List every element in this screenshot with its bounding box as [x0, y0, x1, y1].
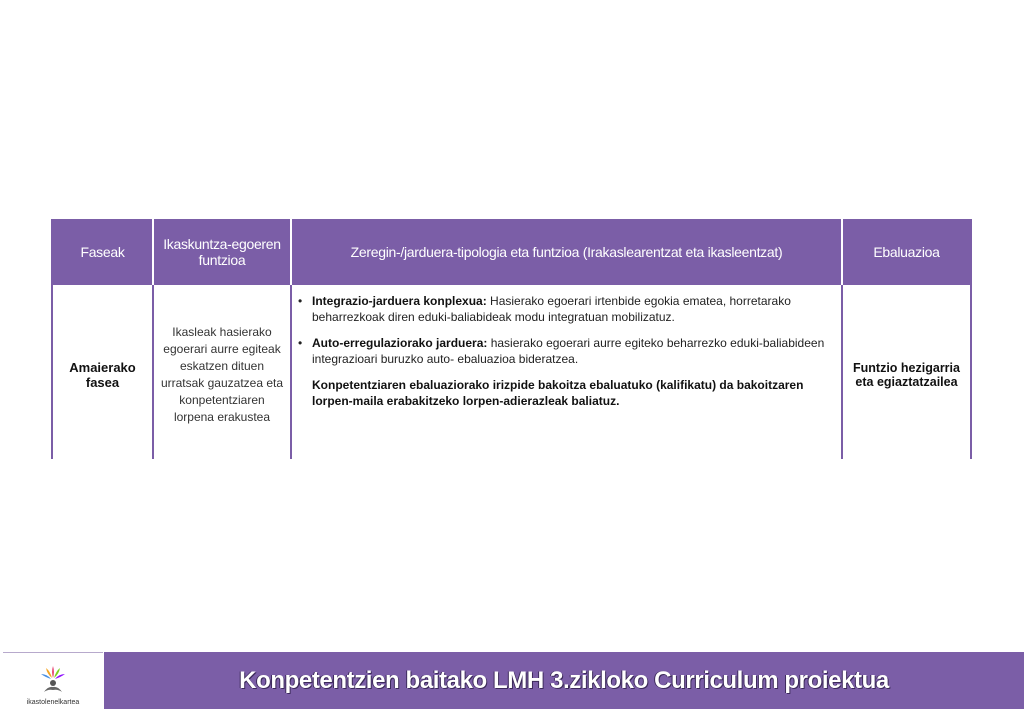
bullet-icon: •	[298, 294, 303, 308]
tasks-cell	[291, 285, 842, 459]
footer-bar	[104, 652, 1024, 709]
header-funtzioa: Ikaskuntza-egoeren funtzioa	[153, 219, 291, 285]
logo-text: ikastolenelkartea	[26, 699, 80, 706]
phase-cell: Amaierako fasea	[53, 285, 153, 459]
ikastolen-elkartea-logo-icon	[36, 662, 70, 698]
task-lead: Auto-erregulaziorako jarduera:	[312, 336, 488, 350]
function-cell: Ikasleak hasierako egoerari aurre egiteak eskatzen dituen urratsak gauzatzea eta konpetentziaren lorpena erakustea	[153, 285, 291, 459]
header-ebaluazioa: Ebaluazioa	[842, 219, 970, 285]
bullet-icon: •	[298, 336, 303, 350]
footer-title: Konpetentzien baitako LMH 3.zikloko Curriculum proiektua	[239, 666, 889, 694]
task-item	[298, 293, 831, 325]
task-lead: Integrazio-jarduera konplexua:	[312, 294, 487, 308]
task-item	[298, 335, 831, 367]
footer-logo	[3, 652, 103, 709]
evaluation-note: Konpetentziaren ebaluaziorako irizpide bakoitza ebaluatuko (kalifikatu) da bakoitzaren lorpen-maila erabakitzeko lorpen-adierazleak baliatuz.	[312, 378, 804, 408]
task-text	[312, 335, 831, 367]
task-description: Hasierako egoerari irtenbide egokia ematea, horretarako beharrezkoak diren eduki-baliabideak modu integratuan mobilizatuz.	[312, 294, 791, 324]
curriculum-table-container	[51, 219, 972, 459]
evaluation-cell: Funtzio hezigarria eta egiaztatzailea	[842, 285, 970, 459]
header-zeregin: Zeregin-/jarduera-tipologia eta funtzioa (Irakaslearentzat eta ikasleentzat)	[291, 219, 842, 285]
curriculum-table	[53, 219, 970, 459]
table-row	[53, 285, 970, 459]
header-faseak: Faseak	[53, 219, 153, 285]
table-header-row	[53, 219, 970, 285]
task-description: hasierako egoerari aurre egiteko beharrezko eduki-baliabideen integrazioari buruzko auto- ebaluazioa bideratzea.	[312, 336, 825, 366]
task-text	[312, 293, 831, 325]
